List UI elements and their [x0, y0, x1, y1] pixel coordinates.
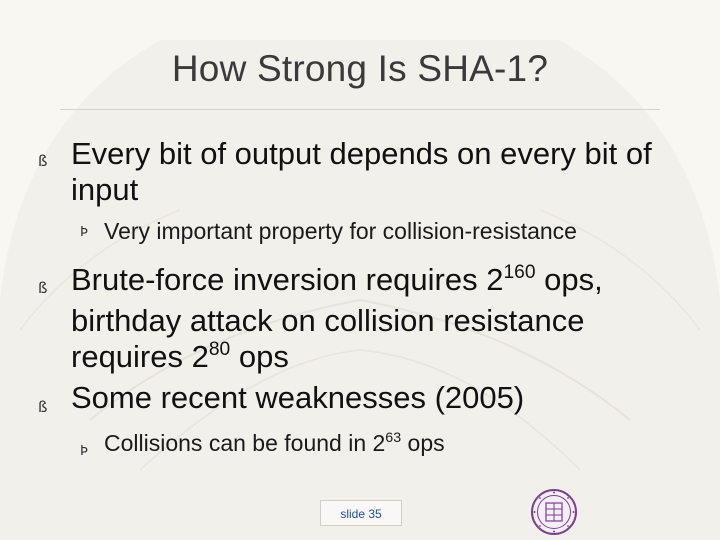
bullet-1-line-2: input — [71, 172, 139, 207]
bullet-2-line-2: birthday attack on collision resistance — [71, 303, 585, 338]
slide-title: How Strong Is SHA-1? — [171, 48, 549, 89]
subbullet-1: Very important property for collision-resistance — [104, 218, 577, 244]
university-seal-logo-icon — [530, 488, 578, 536]
subbullet-2-text-b: ops — [401, 430, 445, 456]
slide-number: slide 35 — [340, 507, 382, 521]
exponent: 63 — [385, 430, 402, 447]
bullet-2 — [71, 262, 603, 380]
bullet-2-text-d: ops — [230, 339, 289, 374]
bullet-1-line-1: Every bit of output depends on every bit of — [71, 136, 652, 171]
bullet-3: Some recent weaknesses (2005) — [71, 380, 525, 415]
subbullet-marker: Þ — [80, 444, 88, 459]
bullet-2-line-3 — [71, 339, 603, 380]
bullet-2-text-a: Brute-force inversion requires 2 — [71, 262, 504, 297]
title-divider — [60, 109, 660, 110]
subbullet-marker: Þ — [80, 225, 88, 240]
bullet-2-text-c: requires 2 — [71, 339, 209, 374]
bullet-marker: ß — [38, 398, 48, 416]
subbullet-2-text-a: Collisions can be found in 2 — [104, 430, 386, 456]
slide-number-box — [320, 500, 402, 526]
exponent: 80 — [208, 339, 231, 361]
bullet-2-text-b: ops, — [535, 262, 603, 297]
bullet-2-line-1 — [71, 262, 603, 303]
subbullet-2 — [104, 429, 445, 461]
bullet-marker: ß — [38, 152, 48, 170]
bullet-1 — [71, 136, 652, 208]
bullet-marker: ß — [38, 279, 48, 297]
exponent: 160 — [503, 262, 536, 284]
